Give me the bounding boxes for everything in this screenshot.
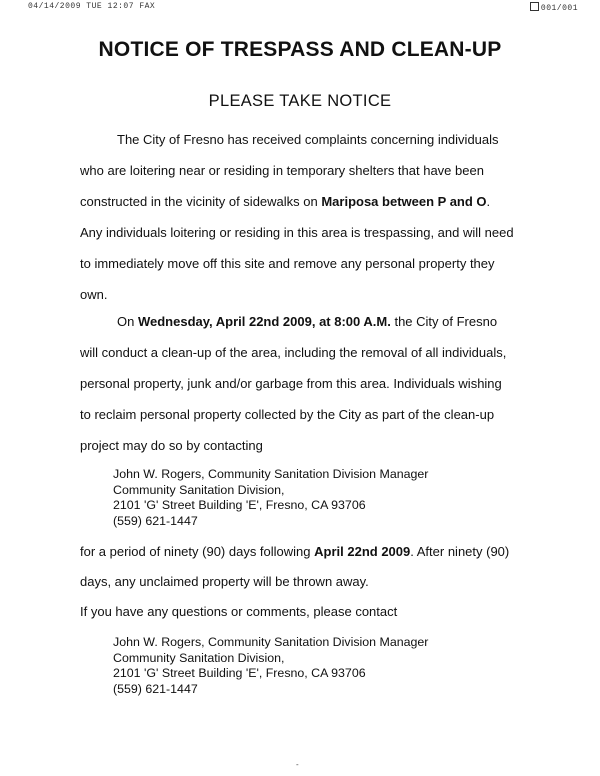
contact-name: John W. Rogers, Community Sanitation Division Manager: [113, 635, 429, 649]
contact-block-1: [113, 467, 533, 529]
questions-line: If you have any questions or comments, please contact: [80, 604, 398, 619]
paragraph-line: constructed in the vicinity of sidewalks on Mariposa between P and O.: [80, 194, 491, 209]
fax-page-count: [530, 2, 578, 13]
paragraph-line: who are loitering near or residing in temporary shelters that have been: [80, 163, 484, 178]
fax-page-number: 001/001: [540, 4, 578, 13]
deadline-date-text: April 22nd 2009: [314, 544, 411, 559]
page-mark: -: [296, 760, 299, 769]
paragraph-line: to reclaim personal property collected by the City as part of the clean-up: [80, 407, 495, 422]
contact-division: Community Sanitation Division,: [113, 482, 285, 497]
document-title: NOTICE OF TRESPASS AND CLEAN-UP: [98, 38, 502, 61]
paragraph-cleanup: [80, 306, 550, 461]
paragraph-line: On Wednesday, April 22nd 2009, at 8:00 A.M. the City of Fresno: [117, 314, 498, 329]
paragraph-line: own.: [80, 287, 108, 302]
paragraph-complaints: [80, 124, 550, 310]
document-subtitle: PLEASE TAKE NOTICE: [208, 92, 392, 110]
contact-phone: (559) 621-1447: [113, 513, 198, 528]
contact-block-2: [113, 635, 533, 697]
contact-address: 2101 'G' Street Building 'E', Fresno, CA 93706: [113, 666, 366, 680]
paragraph-line: Any individuals loitering or residing in this area is trespassing, and will need: [80, 225, 514, 240]
unclaimed-line: days, any unclaimed property will be thrown away.: [80, 574, 369, 589]
contact-address: 2101 'G' Street Building 'E', Fresno, CA 93706: [113, 498, 366, 512]
period-line: for a period of ninety (90) days following April 22nd 2009. After ninety (90): [80, 544, 510, 559]
fax-header: [28, 2, 578, 14]
fax-timestamp: 04/14/2009 TUE 12:07 FAX: [28, 2, 156, 11]
paragraph-line: will conduct a clean-up of the area, including the removal of all individuals,: [80, 345, 507, 360]
fax-page-icon: [530, 2, 539, 11]
cleanup-date-text: Wednesday, April 22nd 2009, at 8:00 A.M.: [137, 314, 391, 329]
paragraph-line: personal property, junk and/or garbage from this area. Individuals wishing: [80, 376, 502, 391]
paragraph-line: to immediately move off this site and remove any personal property they: [80, 256, 495, 271]
contact-phone: (559) 621-1447: [113, 681, 198, 696]
contact-division: Community Sanitation Division,: [113, 650, 285, 665]
paragraph-line: project may do so by contacting: [80, 438, 263, 453]
paragraph-line: The City of Fresno has received complaints concerning individuals: [117, 132, 499, 147]
contact-name: John W. Rogers, Community Sanitation Division Manager: [113, 467, 429, 481]
location-text: Mariposa between P and O: [321, 194, 487, 209]
